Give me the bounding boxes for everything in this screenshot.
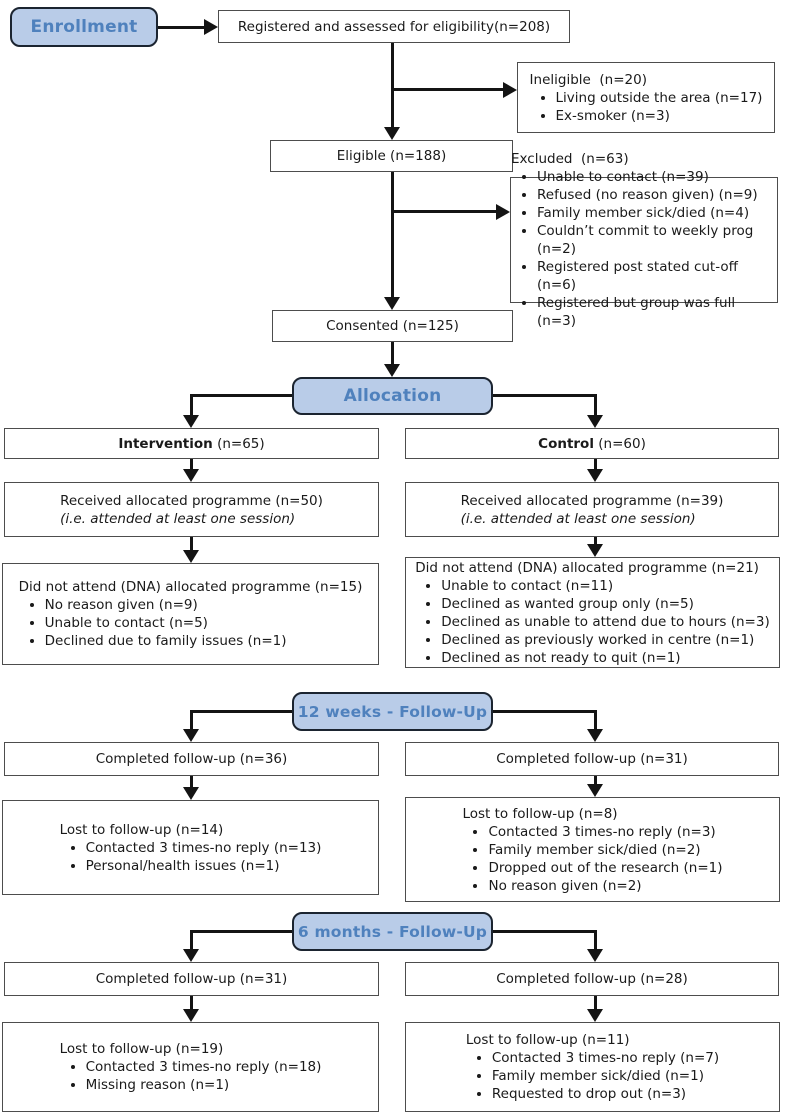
arrow-received-to-dna-control-head bbox=[587, 544, 603, 557]
arrow-consented-to-allocation-line bbox=[391, 342, 394, 365]
consented-text: Consented (n=125) bbox=[326, 318, 459, 334]
followup-12w-stage-box bbox=[292, 692, 493, 731]
control-n: (n=60) bbox=[593, 435, 646, 452]
arrow-12w-to-completed-control-head bbox=[587, 729, 603, 742]
list-item: • Contacted 3 times-no reply (n=13) bbox=[86, 839, 322, 857]
control-name: Control bbox=[538, 435, 594, 452]
enrollment-stage-label: Enrollment bbox=[30, 17, 138, 37]
arrow-6m-to-completed-intervention-line bbox=[190, 930, 193, 950]
dna-intervention-list bbox=[19, 596, 363, 650]
consented-box bbox=[272, 310, 513, 342]
completed-6m-control-box bbox=[405, 962, 779, 996]
enrollment-stage-box bbox=[10, 7, 158, 47]
list-item: • Unable to contact (n=5) bbox=[45, 614, 363, 632]
lost-6m-intervention-box bbox=[2, 1022, 379, 1112]
lost-6m-intervention-title: Lost to follow-up (n=19) bbox=[59, 1041, 224, 1057]
list-item: • Declined as wanted group only (n=5) bbox=[441, 595, 769, 613]
received-control-line2: (i.e. attended at least one session) bbox=[460, 510, 696, 527]
list-item: • Personal/health issues (n=1) bbox=[86, 857, 322, 875]
dna-intervention-box bbox=[2, 563, 379, 665]
list-item: • Living outside the area (n=17) bbox=[556, 89, 763, 107]
lost-6m-control-title: Lost to follow-up (n=11) bbox=[465, 1032, 630, 1048]
eligible-text: Eligible (n=188) bbox=[336, 148, 447, 164]
arrow-eligible-to-consented-line bbox=[391, 172, 394, 298]
dna-control-list bbox=[415, 577, 769, 667]
ineligible-title: Ineligible (n=20) bbox=[529, 71, 647, 88]
arrow-eligible-to-consented-head bbox=[384, 297, 400, 310]
list-item: • Ex-smoker (n=3) bbox=[556, 107, 763, 125]
dna-intervention-title: Did not attend (DNA) allocated programme (n=15) bbox=[18, 579, 363, 595]
followup-6m-stage-box bbox=[292, 912, 493, 951]
list-item: • Missing reason (n=1) bbox=[86, 1076, 322, 1094]
list-item: • Declined as not ready to quit (n=1) bbox=[441, 649, 769, 667]
allocation-stage-box bbox=[292, 377, 493, 415]
list-item: • Couldn’t commit to weekly prog (n=2) bbox=[537, 222, 777, 258]
list-item: • Refused (no reason given) (n=9) bbox=[537, 186, 777, 204]
arrow-6m-to-completed-control-line bbox=[594, 930, 597, 950]
followup-6m-left-arm-line bbox=[190, 930, 292, 933]
followup-12w-left-arm-line bbox=[190, 710, 292, 713]
control-box bbox=[405, 428, 779, 459]
lost-6m-intervention-list bbox=[60, 1058, 322, 1094]
list-item: • No reason given (n=9) bbox=[45, 596, 363, 614]
lost-6m-control-list bbox=[466, 1049, 719, 1103]
arrow-enrollment-to-registered-head bbox=[204, 19, 218, 35]
list-item: • Contacted 3 times-no reply (n=7) bbox=[492, 1049, 719, 1067]
followup-12w-stage-label: 12 weeks - Follow-Up bbox=[297, 702, 488, 721]
list-item: • Unable to contact (n=11) bbox=[441, 577, 769, 595]
excluded-box bbox=[510, 151, 778, 329]
list-item: • Declined as previously worked in centre (n=1) bbox=[441, 631, 769, 649]
intervention-box bbox=[4, 428, 379, 459]
arrow-completed6m-to-lost-control-line bbox=[594, 996, 597, 1010]
list-item: • Registered post stated cut-off (n=6) bbox=[537, 258, 777, 294]
arrow-completed12w-to-lost-control-head bbox=[587, 784, 603, 797]
intervention-name: Intervention bbox=[118, 435, 213, 452]
list-item: • Registered but group was full (n=3) bbox=[537, 294, 777, 330]
arrow-allocation-to-intervention-head bbox=[183, 415, 199, 428]
arrow-control-to-received-head bbox=[587, 469, 603, 482]
completed-12w-intervention-box bbox=[4, 742, 379, 776]
list-item: • Family member sick/died (n=1) bbox=[492, 1067, 719, 1085]
registered-text: Registered and assessed for eligibility(n=208) bbox=[237, 18, 551, 35]
arrow-12w-to-completed-control-line bbox=[594, 710, 597, 730]
arrow-allocation-to-intervention-line bbox=[190, 394, 193, 416]
arrow-registered-to-eligible-head bbox=[384, 127, 400, 140]
registered-box bbox=[218, 10, 570, 43]
list-item: • Dropped out of the research (n=1) bbox=[488, 859, 722, 877]
arrow-6m-to-completed-control-head bbox=[587, 949, 603, 962]
received-intervention-box bbox=[4, 482, 379, 537]
dna-control-box bbox=[405, 557, 780, 668]
arrow-completed6m-to-lost-control-head bbox=[587, 1009, 603, 1022]
list-item: • Contacted 3 times-no reply (n=18) bbox=[86, 1058, 322, 1076]
list-item: • No reason given (n=2) bbox=[488, 877, 722, 895]
arrow-received-to-dna-intervention-line bbox=[190, 537, 193, 551]
lost-12w-control-list bbox=[462, 823, 722, 895]
arrow-completed6m-to-lost-intervention-line bbox=[190, 996, 193, 1010]
arrow-to-ineligible-head bbox=[503, 82, 517, 98]
arrow-6m-to-completed-intervention-head bbox=[183, 949, 199, 962]
list-item: • Declined as unable to attend due to hours (n=3) bbox=[441, 613, 769, 631]
lost-12w-control-box bbox=[405, 797, 780, 902]
arrow-enrollment-to-registered-line bbox=[158, 26, 204, 29]
allocation-stage-label: Allocation bbox=[343, 386, 442, 406]
eligible-box bbox=[270, 140, 513, 172]
arrow-completed6m-to-lost-intervention-head bbox=[183, 1009, 199, 1022]
list-item: • Declined due to family issues (n=1) bbox=[45, 632, 363, 650]
arrow-intervention-to-received-head bbox=[183, 469, 199, 482]
received-intervention-line2: (i.e. attended at least one session) bbox=[60, 510, 296, 527]
arrow-to-ineligible-line bbox=[391, 88, 503, 91]
arrow-completed12w-to-lost-intervention-head bbox=[183, 787, 199, 800]
allocation-right-arm-line bbox=[493, 394, 595, 397]
arrow-12w-to-completed-intervention-line bbox=[190, 710, 193, 730]
received-control-box bbox=[405, 482, 779, 537]
lost-12w-intervention-title: Lost to follow-up (n=14) bbox=[59, 821, 224, 838]
arrow-allocation-to-control-head bbox=[587, 415, 603, 428]
excluded-title: Excluded (n=63) bbox=[511, 151, 629, 167]
arrow-registered-to-eligible-line bbox=[391, 43, 394, 128]
received-intervention-line1: Received allocated programme (n=50) bbox=[60, 492, 323, 509]
completed-6m-intervention-box bbox=[4, 962, 379, 996]
list-item: • Family member sick/died (n=2) bbox=[488, 841, 722, 859]
lost-12w-intervention-box bbox=[2, 800, 379, 895]
received-control-line1: Received allocated programme (n=39) bbox=[460, 492, 724, 509]
followup-6m-right-arm-line bbox=[493, 930, 595, 933]
list-item: • Contacted 3 times-no reply (n=3) bbox=[488, 823, 722, 841]
arrow-to-excluded-line bbox=[391, 210, 496, 213]
excluded-list bbox=[511, 168, 777, 330]
lost-6m-control-box bbox=[405, 1022, 780, 1112]
dna-control-title: Did not attend (DNA) allocated programme (n=21) bbox=[415, 559, 759, 576]
arrow-12w-to-completed-intervention-head bbox=[183, 729, 199, 742]
list-item: • Requested to drop out (n=3) bbox=[492, 1085, 719, 1103]
list-item: • Unable to contact (n=39) bbox=[537, 168, 777, 186]
completed-6m-control-text: Completed follow-up (n=28) bbox=[496, 971, 688, 987]
arrow-to-excluded-head bbox=[496, 204, 510, 220]
followup-12w-right-arm-line bbox=[493, 710, 595, 713]
completed-12w-intervention-text: Completed follow-up (n=36) bbox=[95, 751, 288, 767]
completed-6m-intervention-text: Completed follow-up (n=31) bbox=[95, 971, 288, 987]
ineligible-box bbox=[517, 62, 775, 133]
list-item: • Family member sick/died (n=4) bbox=[537, 204, 777, 222]
arrow-consented-to-allocation-head bbox=[384, 364, 400, 377]
allocation-left-arm-line bbox=[190, 394, 292, 397]
lost-12w-intervention-list bbox=[60, 839, 322, 875]
arrow-received-to-dna-intervention-head bbox=[183, 550, 199, 563]
completed-12w-control-text: Completed follow-up (n=31) bbox=[496, 751, 688, 767]
completed-12w-control-box bbox=[405, 742, 779, 776]
lost-12w-control-title: Lost to follow-up (n=8) bbox=[462, 805, 618, 822]
arrow-allocation-to-control-line bbox=[594, 394, 597, 416]
ineligible-list bbox=[530, 89, 763, 125]
intervention-n: (n=65) bbox=[212, 435, 265, 452]
followup-6m-stage-label: 6 months - Follow-Up bbox=[297, 922, 488, 941]
